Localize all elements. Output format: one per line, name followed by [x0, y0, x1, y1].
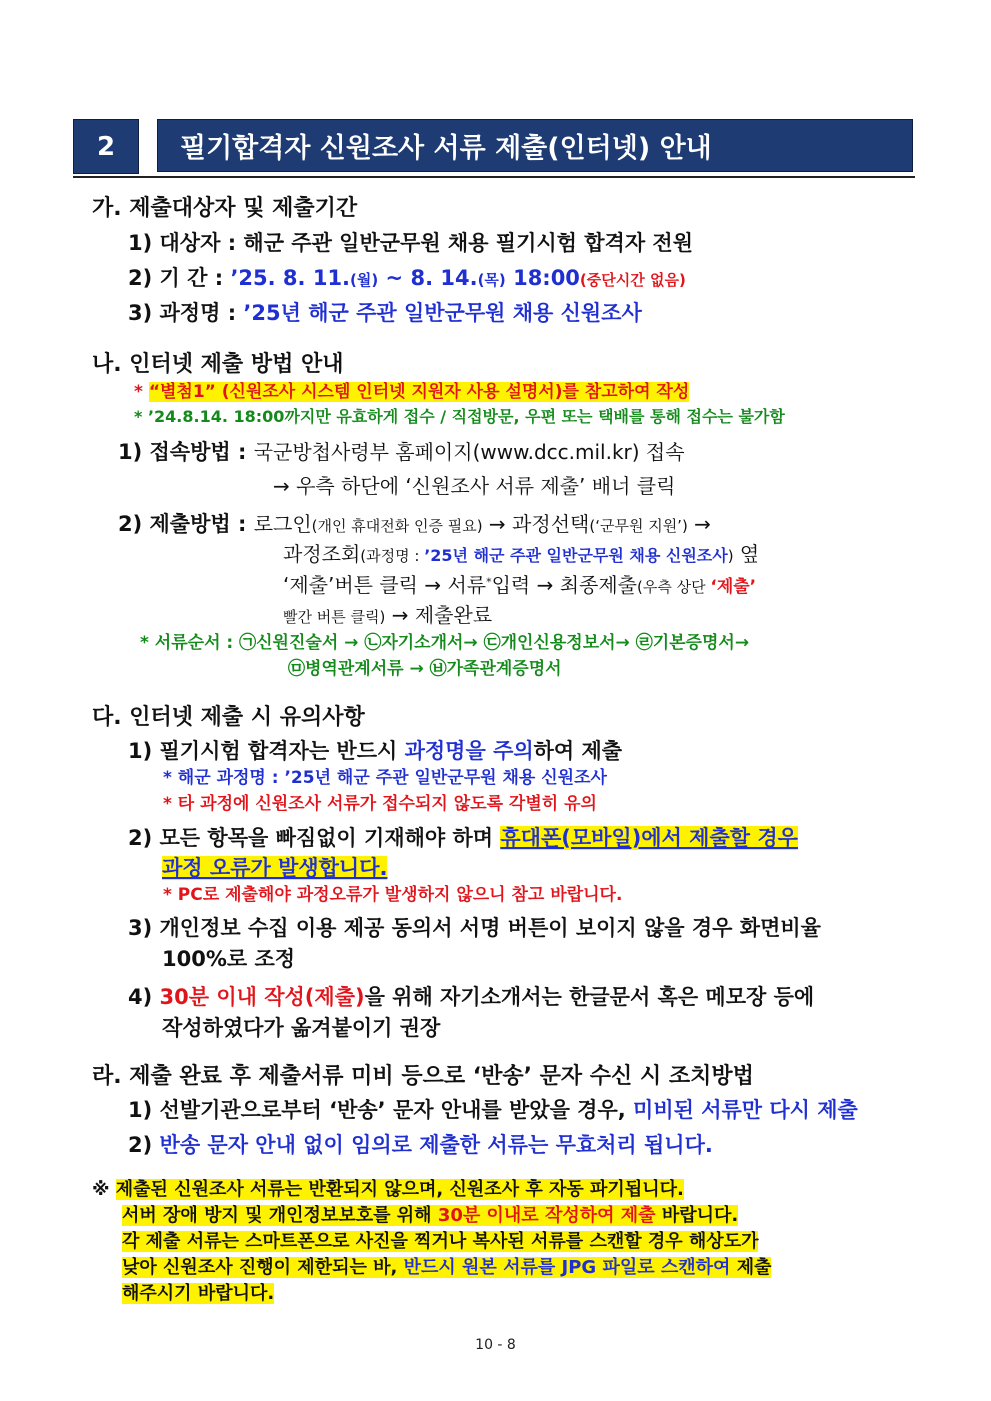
- na-note1-text: “별첨1” (신원조사 시스템 인터넷 지원자 사용 설명서)를 참고하여 작성: [148, 382, 690, 402]
- na-submit-l3b: 입력 → 최종제출: [491, 573, 638, 597]
- na-note2: * ’24.8.14. 18:00까지만 유효하게 접수 / 직접방문, 우편 또는 택배를 통해 접수는 불가함: [134, 407, 785, 426]
- da-item4-line2: 작성하였다가 옮겨붙이기 권장: [162, 1016, 441, 1040]
- na-submit-l3d: ‘제출’: [710, 577, 757, 597]
- notice-l2c: 바랍니다.: [655, 1205, 739, 1226]
- na-access-text1: 국군방첩사령부 홈페이지(www.dcc.mil.kr) 접속: [253, 440, 685, 464]
- da-item4-a: 4): [128, 985, 160, 1009]
- notice-l3: 각 제출 서류는 스마트폰으로 사진을 찍거나 복사된 서류를 스캔할 경우 해상도가: [122, 1231, 759, 1252]
- na-submit-l2b: (과정명 :: [360, 547, 425, 565]
- na-submit-l3c: (우측 상단: [637, 578, 711, 596]
- na-submit-l4b: → 제출완료: [385, 603, 493, 627]
- na-submit-l2c: ’25년 해군 주관 일반군무원 채용 신원조사: [424, 546, 728, 565]
- da-item1-b: 과정명을 주의: [404, 739, 534, 763]
- na-access-label: 1) 접속방법 :: [118, 440, 254, 464]
- ga-item2-day1: (월): [350, 271, 379, 289]
- heading-ga: 가. 제출대상자 및 제출기간: [92, 196, 358, 221]
- na-order2: ㉤병역관계서류 → ㉥가족관계증명서: [288, 659, 562, 679]
- na-order1: * 서류순서 : ㉠신원진술서 → ㉡자기소개서→ ㉢개인신용정보서→ ㉣기본증명서→: [140, 633, 750, 653]
- heading-na: 나. 인터넷 제출 방법 안내: [92, 352, 344, 377]
- ga-item3: [128, 301, 642, 325]
- da-item2-b: 휴대폰(모바일)에서 제출할 경우: [500, 826, 798, 850]
- notice-line5: [122, 1284, 274, 1305]
- ga-item3-value: ’25년 해군 주관 일반군무원 채용 신원조사: [243, 301, 642, 325]
- da-note1: * 해군 과정명 : ’25년 해군 주관 일반군무원 채용 신원조사: [163, 768, 607, 788]
- na-access-line1: [118, 440, 685, 464]
- notice-l1: 제출된 신원조사 서류는 반환되지 않으며, 신원조사 후 자동 파기됩니다.: [115, 1179, 684, 1200]
- notice-line2: [122, 1206, 738, 1227]
- na-submit-l2a: 과정조회: [283, 542, 361, 566]
- na-submit-l1c: → 과정선택: [482, 512, 590, 536]
- na-submit-line3: [283, 574, 756, 598]
- ga-item2-note: (중단시간 없음): [579, 271, 686, 289]
- notice-l4a: 낮아 신원조사 진행이 제한되는 바,: [122, 1257, 404, 1278]
- ra-item1-a: 1) 선발기관으로부터 ‘반송’ 문자 안내를 받았을 경우,: [128, 1098, 634, 1122]
- da-note2: * 타 과정에 신원조사 서류가 접수되지 않도록 각별히 유의: [163, 794, 597, 814]
- notice-l5: 해주시기 바랍니다.: [122, 1283, 275, 1304]
- da-item1-a: 1) 필기시험 합격자는 반드시: [128, 739, 405, 763]
- da-item4-c: 을 위해 자기소개서는 한글문서 혹은 메모장 등에: [364, 985, 815, 1009]
- ra-item1: [128, 1098, 858, 1122]
- ra-item2-a: 2): [128, 1133, 160, 1157]
- na-submit-line4: [283, 604, 492, 627]
- ra-item1-b: 미비된 서류만 다시 제출: [633, 1098, 858, 1122]
- notice-line4: [122, 1258, 771, 1279]
- section-header: [73, 119, 915, 174]
- na-access-line2: → 우측 하단에 ‘신원조사 서류 제출’ 배너 클릭: [273, 474, 676, 498]
- na-note1-star: *: [134, 382, 149, 402]
- da-item2-note: * PC로 제출해야 과정오류가 발생하지 않으니 참고 바랍니다.: [163, 885, 623, 905]
- na-submit-l1d: (‘군무원 지원’): [589, 517, 688, 535]
- na-submit-l3a: ‘제출’버튼 클릭 → 서류: [283, 573, 487, 597]
- notice-l2b: 30분 이내로 작성하여 제출: [437, 1205, 656, 1226]
- heading-da: 다. 인터넷 제출 시 유의사항: [92, 705, 365, 730]
- da-item3-line1: 3) 개인정보 수집 이용 제공 동의서 서명 버튼이 보이지 않을 경우 화면비율: [128, 916, 821, 940]
- ga-item1: [128, 231, 693, 255]
- da-item2-c: 과정 오류가 발생합니다.: [162, 856, 388, 880]
- header-rule: [73, 176, 915, 178]
- ra-item2-b: 반송 문자 안내 없이 임의로 제출한 서류는 무효처리 됩니다.: [159, 1133, 713, 1157]
- da-item2-line2: [162, 856, 387, 880]
- na-submit-l1e: →: [687, 512, 711, 536]
- na-submit-line1: [118, 512, 711, 536]
- ga-item1-value: 해군 주관 일반군무원 채용 필기시험 합격자 전원: [243, 231, 693, 255]
- na-submit-l2e: 옆: [733, 542, 760, 566]
- ga-item2-day2: (목): [477, 271, 506, 289]
- ra-item2: [128, 1133, 713, 1157]
- notice-l4b: 반드시 원본 서류를 JPG 파일로 스캔하여: [403, 1257, 731, 1278]
- na-submit-label: 2) 제출방법 :: [118, 512, 254, 536]
- na-submit-l1b: (개인 휴대전화 인증 필요): [311, 517, 483, 535]
- na-submit-l4a: 빨간 버튼 클릭): [283, 608, 386, 626]
- page-number: 10 - 8: [475, 1337, 516, 1353]
- na-submit-l1a: 로그인: [253, 512, 312, 536]
- da-item2-a: 2) 모든 항목을 빠짐없이 기재해야 하며: [128, 826, 501, 850]
- ga-item1-label: 1) 대상자 :: [128, 231, 244, 255]
- section-number: 2: [73, 119, 139, 174]
- da-item4-line1: [128, 985, 814, 1009]
- ga-item2-time: 18:00: [505, 266, 580, 290]
- na-submit-line2: [283, 543, 759, 566]
- ga-item2-tilde: ~ 8. 14.: [378, 266, 478, 290]
- da-item3-line2: 100%로 조정: [162, 947, 296, 971]
- ga-item2-label: 2) 기 간 :: [128, 266, 231, 290]
- notice-line3: [122, 1232, 758, 1253]
- notice-l4c: 제출: [730, 1257, 772, 1278]
- ga-item2: [128, 266, 686, 290]
- ga-item2-date1: ’25. 8. 11.: [230, 266, 351, 290]
- notice-mark: ※: [92, 1179, 116, 1200]
- da-item1: [128, 739, 622, 763]
- notice-line1: [92, 1180, 684, 1201]
- section-title: 필기합격자 신원조사 서류 제출(인터넷) 안내: [157, 119, 913, 172]
- na-submit-l3sup: *: [486, 575, 492, 589]
- da-item2-line1: [128, 826, 798, 850]
- ga-item3-label: 3) 과정명 :: [128, 301, 244, 325]
- da-item1-c: 하여 제출: [533, 739, 623, 763]
- da-item4-b: 30분 이내 작성(제출): [159, 985, 365, 1009]
- heading-ra: 라. 제출 완료 후 제출서류 미비 등으로 ‘반송’ 문자 수신 시 조치방법: [92, 1064, 754, 1089]
- na-note1: [134, 383, 689, 403]
- na-submit-l2d: ): [727, 547, 734, 565]
- notice-l2a: 서버 장애 방지 및 개인정보보호를 위해: [122, 1205, 438, 1226]
